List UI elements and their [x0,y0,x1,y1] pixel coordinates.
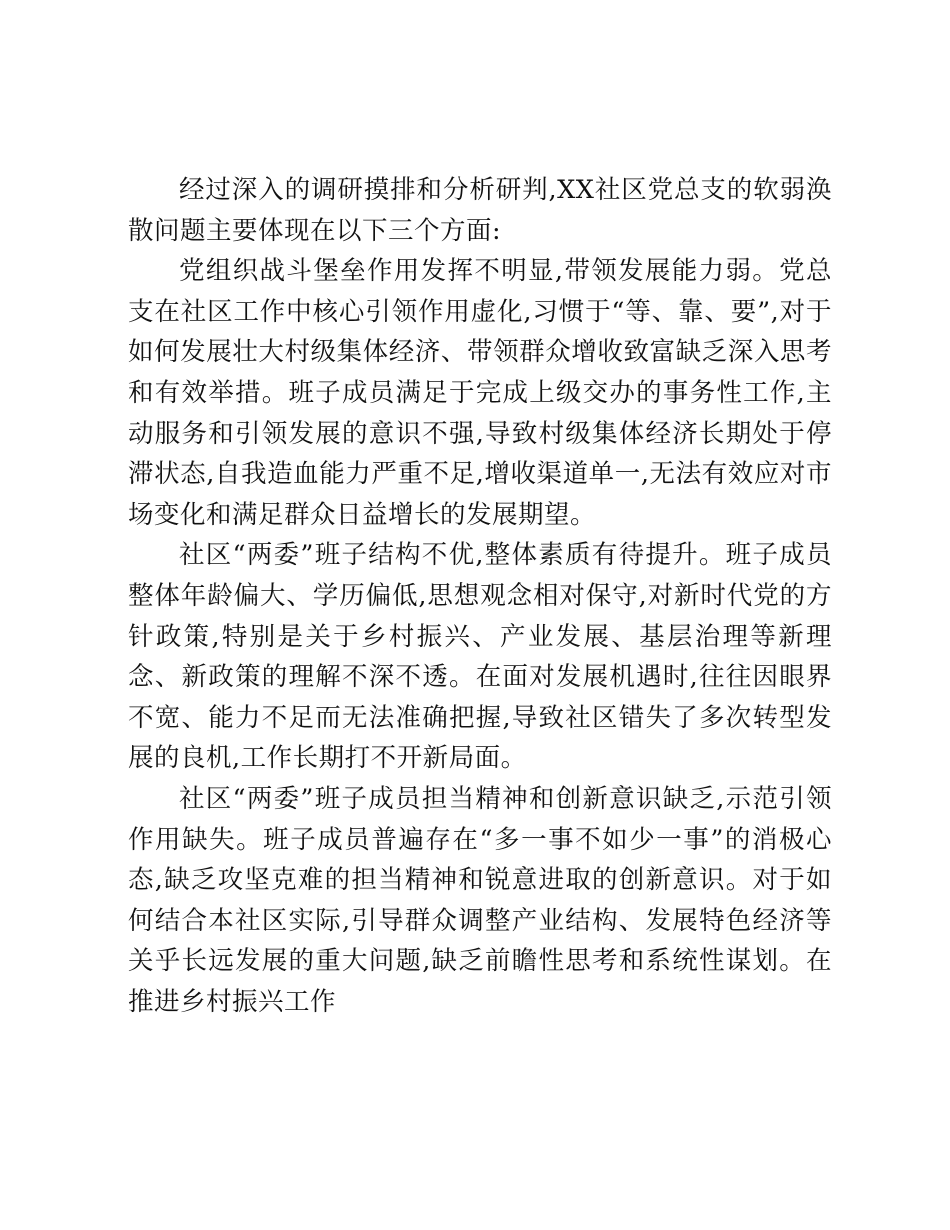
paragraph-issue-3: 社区“两委”班子成员担当精神和创新意识缺乏,示范引领作用缺失。班子成员普遍存在“多一事不如少一事”的消极心态,缺乏攻坚克难的担当精神和锐意进取的创新意识。对于如何结合本社区实际,引导群众调整产业结构、发展特色经济等关乎长远发展的重大问题,缺乏前瞻性思考和系统性谋划。在推进乡村振兴工作 [128,783,832,1017]
paragraph-issue-1: 党组织战斗堡垒作用发挥不明显,带领发展能力弱。党总支在社区工作中核心引领作用虚化,习惯于“等、靠、要”,对于如何发展壮大村级集体经济、带领群众增收致富缺乏深入思考和有效举措。班子成员满足于完成上级交办的事务性工作,主动服务和引领发展的意识不强,导致村级集体经济长期处于停滞状态,自我造血能力严重不足,增收渠道单一,无法有效应对市场变化和满足群众日益增长的发展期望。 [128,256,832,530]
paragraph-issue-2: 社区“两委”班子结构不优,整体素质有待提升。班子成员整体年龄偏大、学历偏低,思想观念相对保守,对新时代党的方针政策,特别是关于乡村振兴、产业发展、基层治理等新理念、新政策的理解不深不透。在面对发展机遇时,往往因眼界不宽、能力不足而无法准确把握,导致社区错失了多次转型发展的良机,工作长期打不开新局面。 [128,540,832,774]
paragraph-intro: 经过深入的调研摸排和分析研判,XX社区党总支的软弱涣散问题主要体现在以下三个方面: [128,175,832,246]
document-body [128,170,832,1022]
